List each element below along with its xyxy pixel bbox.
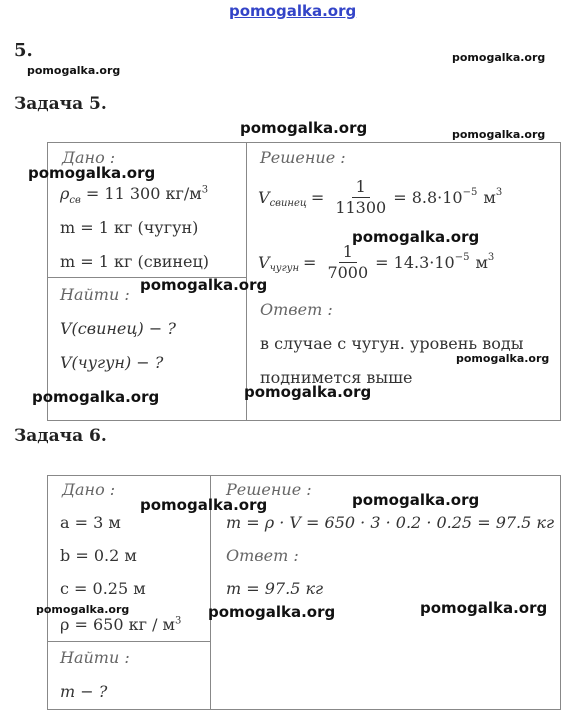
task6-heading: Задача 6. xyxy=(14,426,107,446)
formula-lhs: V xyxy=(258,253,270,272)
task5-find-item: V(свинец) − ? xyxy=(60,319,176,338)
task5-solution-label: Решение : xyxy=(260,148,346,167)
watermark-text: pomogalka.org xyxy=(28,164,156,182)
watermark-text: pomogalka.org xyxy=(352,228,480,246)
task5-answer-line: в случае с чугун. уровень воды xyxy=(260,334,524,353)
watermark-text: pomogalka.org xyxy=(208,603,336,621)
task6-answer: m = 97.5 кг xyxy=(226,579,324,598)
formula-lhs-sub: свинец xyxy=(269,198,307,209)
watermark-text: pomogalka.org xyxy=(452,128,546,141)
task6-given-density xyxy=(60,615,181,634)
fraction: $\frac{1}{11300}$ xyxy=(335,177,387,217)
task5-find-item: V(чугун) − ? xyxy=(60,353,164,372)
page-number: 5. xyxy=(14,40,33,61)
formula-exponent: −5 xyxy=(454,252,470,263)
task6-find-item: m − ? xyxy=(60,682,108,701)
watermark-text: pomogalka.org xyxy=(452,51,546,64)
formula-lhs-sub: чугун xyxy=(269,263,300,274)
task5-answer-line: поднимется выше xyxy=(260,368,413,387)
task5-heading: Задача 5. xyxy=(14,94,107,114)
task6-given-label: Дано : xyxy=(62,480,116,499)
watermark-text: pomogalka.org xyxy=(420,599,548,617)
task5-density xyxy=(60,184,208,206)
task5-mass-lead: m = 1 кг (свинец) xyxy=(60,252,210,271)
task5-find-label: Найти : xyxy=(60,285,130,304)
task6-solution: m = ρ · V = 650 · 3 · 0.2 · 0.25 = 97.5 кг xyxy=(226,513,555,532)
watermark-text: pomogalka.org xyxy=(244,383,372,401)
formula-lhs: V xyxy=(258,188,270,207)
fraction: $\frac{1}{7000}$ xyxy=(327,242,369,282)
task5-formula-iron: V $_{чугун}$ = $\frac{1}{7000}$ = 14.3·10 $^{-5}$ м $^3$ xyxy=(258,242,495,282)
watermark-text: pomogalka.org xyxy=(32,388,160,406)
watermark-text: pomogalka.org xyxy=(352,491,480,509)
task5-answer-label: Ответ : xyxy=(260,300,333,319)
watermark-text: pomogalka.org xyxy=(456,352,550,365)
density-value: = 11 300 кг/м xyxy=(85,184,202,203)
density-exponent: 3 xyxy=(201,184,209,196)
task5-mass-iron: m = 1 кг (чугун) xyxy=(60,218,199,237)
site-link-watermark[interactable]: pomogalka.org xyxy=(229,2,357,20)
task5-formula-lead: V $_{свинец}$ = $\frac{1}{11300}$ = 8.8·10 $^{-5}$ м $^3$ xyxy=(258,177,503,217)
formula-result: = 8.8·10 xyxy=(393,188,463,207)
rho-symbol: ρ xyxy=(60,184,70,203)
task6-given-b: b = 0.2 м xyxy=(60,546,137,565)
task6-find-label: Найти : xyxy=(60,648,130,667)
task6-row-divider xyxy=(47,641,211,642)
watermark-text: pomogalka.org xyxy=(140,276,268,294)
task6-answer-label: Ответ : xyxy=(226,546,299,565)
watermark-text: pomogalka.org xyxy=(140,496,268,514)
watermark-text: pomogalka.org xyxy=(36,603,130,616)
task6-given-c: c = 0.25 м xyxy=(60,579,146,598)
density-exponent: 3 xyxy=(175,615,182,627)
formula-exponent: −5 xyxy=(462,187,478,198)
formula-unit: м xyxy=(483,188,496,207)
task6-solution-label: Решение : xyxy=(226,480,312,499)
watermark-text: pomogalka.org xyxy=(27,64,121,77)
formula-result: = 14.3·10 xyxy=(375,253,455,272)
watermark-text: pomogalka.org xyxy=(240,119,368,137)
formula-unit: м xyxy=(475,253,488,272)
task5-given-label: Дано : xyxy=(62,148,116,167)
density-value: ρ = 650 кг / м xyxy=(60,615,175,634)
task6-given-a: a = 3 м xyxy=(60,513,121,532)
rho-subscript: св xyxy=(69,195,81,207)
